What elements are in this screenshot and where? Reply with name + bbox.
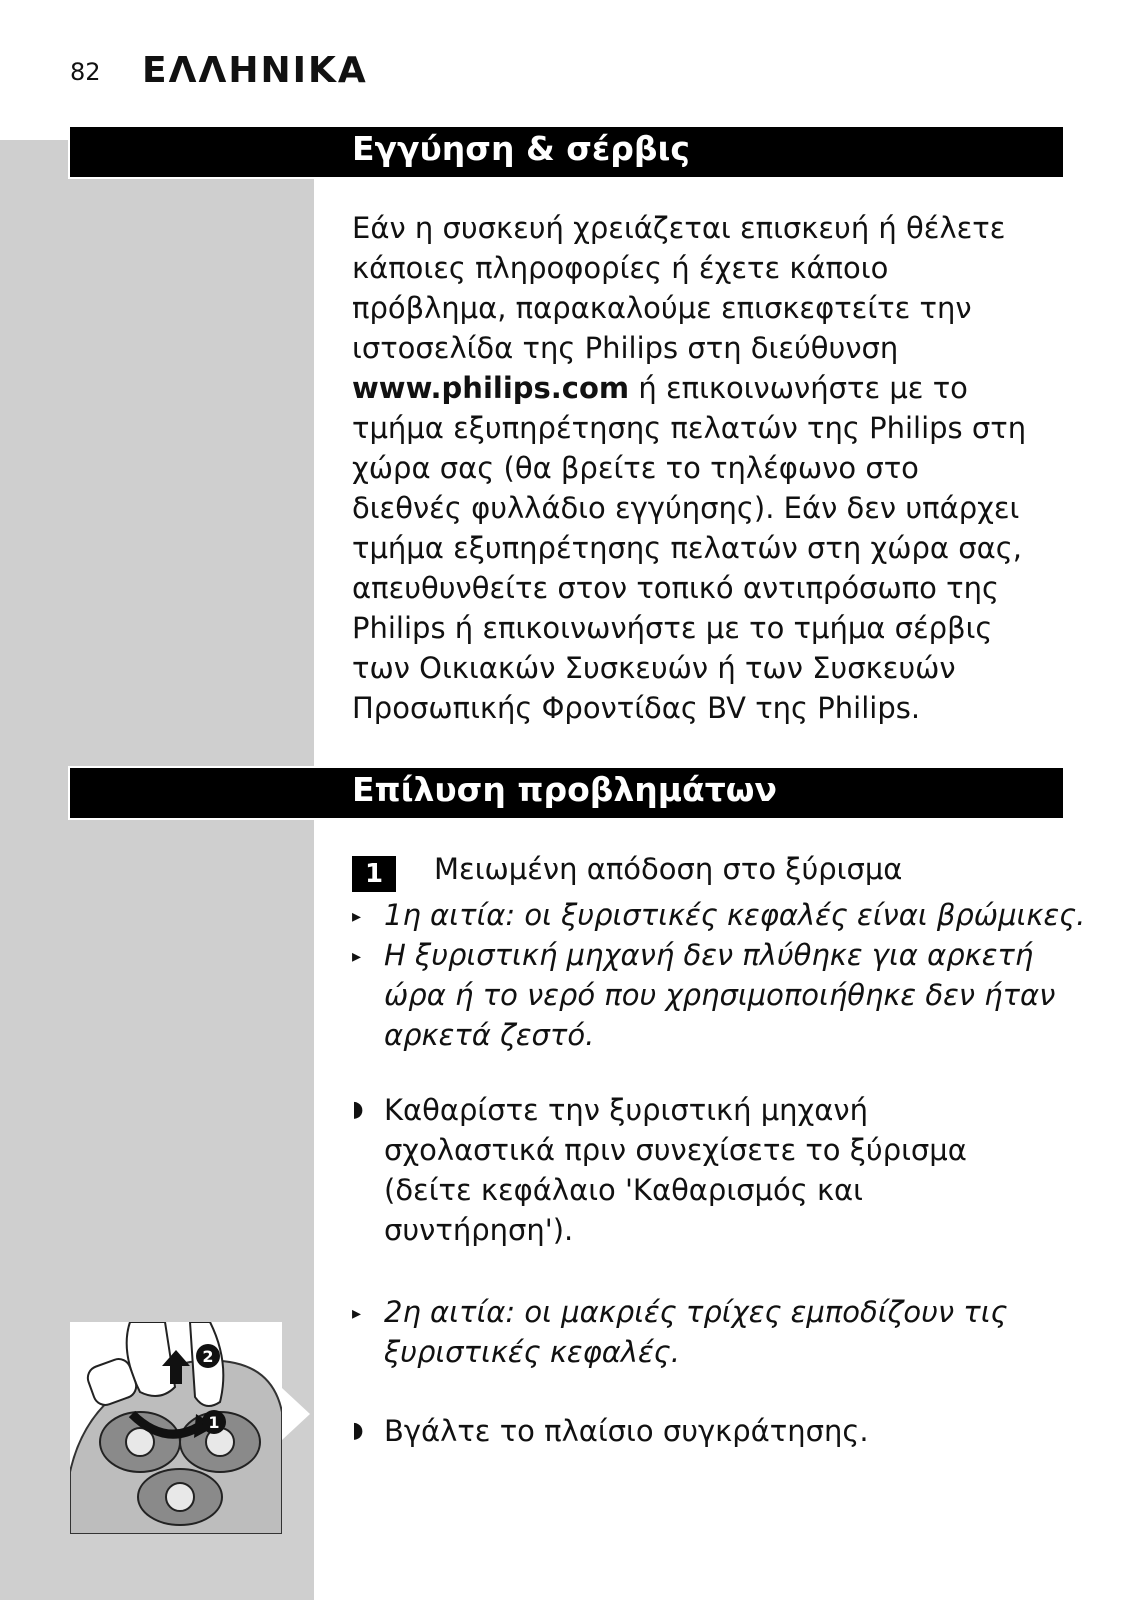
action-line: σχολαστικά πριν συνεχίσετε το ξύρισμα: [384, 1133, 967, 1167]
half-circle-bullet-icon: ◗: [352, 1097, 364, 1122]
action-line: Καθαρίστε την ξυριστική μηχανή: [384, 1093, 868, 1127]
action-line: (δείτε κεφάλαιο 'Καθαρισμός και: [384, 1173, 863, 1207]
philips-url-link[interactable]: www.philips.com: [352, 371, 630, 405]
cause-line: Η ξυριστική μηχανή δεν πλύθηκε για αρκετή: [384, 938, 1034, 972]
paragraph-line: των Οικιακών Συσκευών ή των Συσκευών: [352, 651, 956, 685]
paragraph-text: ή επικοινωνήστε με το: [629, 371, 968, 405]
cause-line: ξυριστικές κεφαλές.: [384, 1335, 680, 1369]
section-heading-troubleshooting: [70, 768, 1063, 818]
paragraph-line: πρόβλημα, παρακαλούμε επισκεφτείτε την: [352, 291, 972, 325]
page-number: 82: [70, 58, 101, 86]
problem-number-badge: 1: [352, 856, 396, 892]
paragraph-line: χώρα σας (θα βρείτε το τηλέφωνο στο: [352, 451, 919, 485]
triangle-bullet-icon: ▸: [352, 946, 362, 967]
paragraph-line: ιστοσελίδα της Philips στη διεύθυνση: [352, 331, 899, 365]
triangle-bullet-icon: ▸: [352, 1303, 362, 1324]
paragraph-line: κάποιες πληροφορίες ή έχετε κάποιο: [352, 251, 889, 285]
paragraph-line: Philips ή επικοινωνήστε με το τμήμα σέρβις: [352, 611, 993, 645]
shaver-head-illustration: [70, 1322, 282, 1534]
paragraph-line: διεθνές φυλλάδιο εγγύησης). Εάν δεν υπάρχει: [352, 491, 1020, 525]
paragraph-line: Εάν η συσκευή χρειάζεται επισκευή ή θέλετε: [352, 211, 1006, 245]
section-heading-warranty: [70, 127, 1063, 177]
paragraph-line-url: [352, 368, 1072, 408]
section-title-warranty: Εγγύηση & σέρβις: [352, 129, 690, 168]
paragraph-line: τμήμα εξυπηρέτησης πελατών της Philips στη: [352, 411, 1027, 445]
language-title: ΕΛΛΗΝΙΚΑ: [142, 50, 368, 91]
action-line: Βγάλτε το πλαίσιο συγκράτησης.: [384, 1414, 869, 1448]
cause-line: 2η αιτία: οι μακριές τρίχες εμποδίζουν τις: [384, 1295, 1008, 1329]
triangle-bullet-icon: ▸: [352, 906, 362, 927]
step-1-label: 1: [208, 1413, 220, 1432]
paragraph-line: Προσωπικής Φροντίδας BV της Philips.: [352, 691, 921, 725]
illustration-pointer: [282, 1388, 310, 1440]
section-title-troubleshooting: Επίλυση προβλημάτων: [352, 770, 777, 809]
cause-line: αρκετά ζεστό.: [384, 1018, 595, 1052]
paragraph-line: απευθυνθείτε στον τοπικό αντιπρόσωπο της: [352, 571, 1000, 605]
shaver-drawing: [70, 1322, 282, 1534]
cause-line: 1η αιτία: οι ξυριστικές κεφαλές είναι βρώμικες.: [384, 898, 1086, 932]
cause-line: ώρα ή το νερό που χρησιμοποιήθηκε δεν ήταν: [384, 978, 1056, 1012]
problem-title: Μειωμένη απόδοση στο ξύρισμα: [434, 852, 903, 886]
action-line: συντήρηση').: [384, 1213, 574, 1247]
step-2-label: 2: [202, 1347, 214, 1366]
half-circle-bullet-icon: ◗: [352, 1418, 364, 1443]
warranty-paragraph: [352, 208, 1072, 728]
paragraph-line: τμήμα εξυπηρέτησης πελατών στη χώρα σας,: [352, 531, 1022, 565]
